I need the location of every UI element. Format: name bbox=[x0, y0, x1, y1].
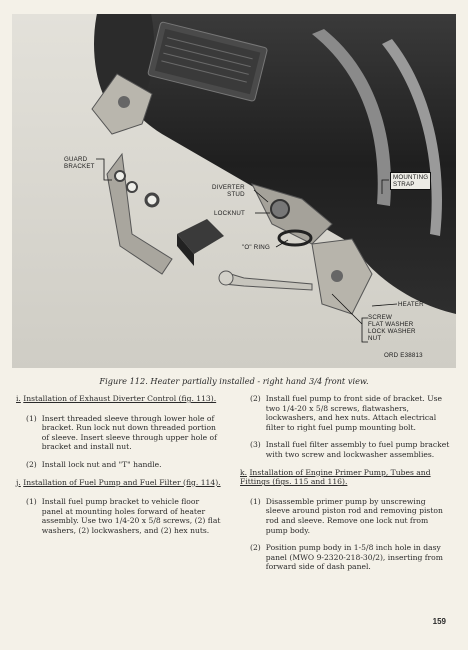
section-i-heading bbox=[16, 394, 222, 404]
label-o-ring: "O" RING bbox=[242, 244, 270, 251]
section-j-letter: j. bbox=[16, 477, 21, 487]
list-item bbox=[240, 543, 450, 572]
list-item bbox=[16, 414, 222, 452]
ord-number: ORD E38813 bbox=[384, 352, 423, 359]
section-i-letter: i. bbox=[16, 394, 21, 403]
label-locknut: LOCKNUT bbox=[214, 210, 245, 217]
section-j-heading bbox=[16, 478, 222, 488]
step-number: (3) bbox=[250, 440, 261, 450]
list-item bbox=[240, 440, 450, 459]
section-i-title: Installation of Exhaust Diverter Control (fig. 113). bbox=[23, 394, 217, 403]
list-item bbox=[240, 497, 450, 535]
step-text: Position pump body in 1-5/8 inch hole in dasy panel (MWO 9-2320-218-30/2), inserting from forward side of dash panel. bbox=[265, 543, 443, 572]
label-screw-group: SCREW FLAT WASHER LOCK WASHER NUT bbox=[368, 314, 416, 342]
step-number: (2) bbox=[250, 394, 261, 403]
step-text: Install fuel pump to front side of bracket. Use two 1/4-20 x 5/8 screws, flatwashers, lockwashers, and hex nuts. Attach electrical filter to right fuel pump mounting bolt. bbox=[265, 394, 443, 432]
list-item bbox=[16, 460, 222, 470]
left-column bbox=[16, 394, 222, 544]
list-item bbox=[240, 394, 450, 432]
step-text: Disassemble primer pump by unscrewing sleeve around piston rod and removing piston rod and sleeve. Remove one lock nut from pump body. bbox=[265, 496, 443, 535]
section-k-heading bbox=[240, 468, 450, 487]
step-text: Install fuel pump bracket to vehicle floor panel at mounting holes forward of heater assembly. Use two 1/4-20 x 5/8 screws, (2) flat washers, (2) lockwashers, and (2) hex nuts. bbox=[41, 497, 221, 535]
step-number: (1) bbox=[26, 413, 37, 423]
section-k-letter: k. bbox=[240, 467, 248, 477]
step-text: Insert threaded sleeve through lower hole of bracket. Run lock nut down threaded portion of sleeve. Insert sleeve through upper hole of bracket and install nut. bbox=[41, 413, 217, 452]
step-number: (1) bbox=[250, 496, 261, 506]
step-number: (2) bbox=[250, 543, 261, 553]
step-text: Install fuel filter assembly to fuel pump bracket with two screw and lockwasher assemblies. bbox=[265, 440, 450, 459]
figure-caption: Figure 112. Heater partially installed - right hand 3/4 front view. bbox=[99, 376, 369, 386]
section-j-title: Installation of Fuel Pump and Fuel Filter (fig. 114). bbox=[23, 477, 221, 487]
list-item bbox=[16, 497, 222, 535]
label-mounting-strap: MOUNTING STRAP bbox=[390, 172, 431, 190]
right-column bbox=[240, 394, 450, 580]
page-number: 159 bbox=[432, 617, 446, 626]
label-diverter-stud: DIVERTER STUD bbox=[212, 184, 245, 198]
step-text: Install lock nut and "T" handle. bbox=[41, 459, 162, 469]
label-heater: HEATER bbox=[398, 301, 424, 308]
step-number: (1) bbox=[26, 497, 37, 507]
label-guard-bracket: GUARD BRACKET bbox=[64, 156, 95, 170]
section-k-title: Installation of Engine Primer Pump, Tubes and Fittings (figs. 115 and 116). bbox=[240, 467, 431, 487]
step-number: (2) bbox=[26, 459, 37, 469]
figure-photo bbox=[12, 14, 456, 368]
